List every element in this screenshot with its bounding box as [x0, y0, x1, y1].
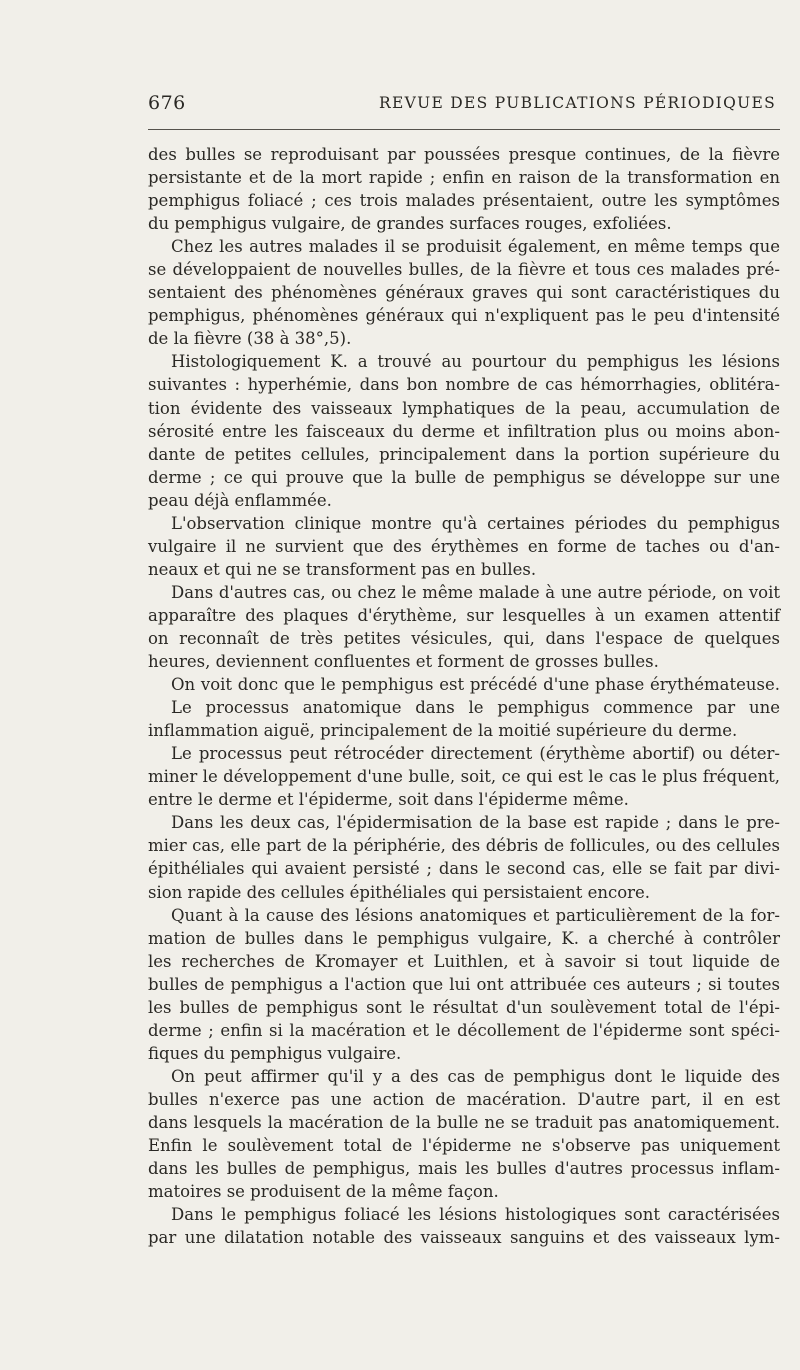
body-text: [148, 143, 780, 1249]
text-line: Le processus anatomique dans le pemphigus commence par une: [171, 698, 780, 718]
text-line: sérosité entre les faisceaux du derme et infiltration plus ou moins abon-: [148, 421, 780, 441]
text-line: persistante et de la mort rapide ; enfin en raison de la transformation en: [148, 168, 780, 188]
text-line: fiques du pemphigus vulgaire.: [148, 1043, 402, 1063]
text-line: On peut affirmer qu'il y a des cas de pemphigus dont le liquide des: [171, 1066, 780, 1086]
text-line: se développaient de nouvelles bulles, de la fièvre et tous ces malades pré-: [148, 260, 780, 280]
text-line: Enfin le soulèvement total de l'épiderme ne s'observe pas uniquement: [148, 1136, 780, 1156]
text-line: On voit donc que le pemphigus est précédé d'une phase érythémateuse.: [171, 675, 780, 695]
text-line: heures, deviennent confluentes et forment de grosses bulles.: [148, 652, 659, 672]
text-line: miner le développement d'une bulle, soit, ce qui est le cas le plus fréquent,: [148, 767, 780, 787]
text-line: entre le derme et l'épiderme, soit dans l'épiderme même.: [148, 790, 629, 810]
text-line: dante de petites cellules, principalement dans la portion supérieure du: [148, 444, 780, 464]
page-header: [148, 92, 780, 118]
text-line: on reconnaît de très petites vésicules, qui, dans l'espace de quelques: [148, 628, 780, 648]
text-line: derme ; ce qui prouve que la bulle de pemphigus se développe sur une: [148, 467, 780, 487]
text-line: Le processus peut rétrocéder directement (érythème abortif) ou déter-: [171, 744, 780, 764]
text-line: par une dilatation notable des vaisseaux sanguins et des vaisseaux lym-: [148, 1228, 780, 1248]
text-line: Dans les deux cas, l'épidermisation de la base est rapide ; dans le pre-: [171, 813, 780, 833]
text-line: neaux et qui ne se transforment pas en bulles.: [148, 559, 537, 579]
text-line: peau déjà enflammée.: [148, 490, 332, 510]
text-line: derme ; enfin si la macération et le décollement de l'épiderme sont spéci-: [148, 1020, 780, 1040]
text-line: Dans d'autres cas, ou chez le même malade à une autre période, on voit: [171, 582, 780, 602]
text-line: inflammation aiguë, principalement de la moitié supérieure du derme.: [148, 721, 738, 741]
running-head: REVUE DES PUBLICATIONS PÉRIODIQUES: [379, 94, 776, 112]
text-line: tion évidente des vaisseaux lymphatiques de la peau, accumulation de: [148, 398, 780, 418]
page-number: 676: [148, 92, 186, 114]
text-line: pemphigus foliacé ; ces trois malades présentaient, outre les symptômes: [148, 191, 780, 211]
text-line: Chez les autres malades il se produisit également, en même temps que: [171, 237, 780, 257]
text-line: de la fièvre (38 à 38°,5).: [148, 329, 352, 349]
text-line: dans lesquels la macération de la bulle ne se traduit pas anatomiquement.: [148, 1112, 780, 1132]
text-line: bulles de pemphigus a l'action que lui ont attribuée ces auteurs ; si toutes: [148, 974, 780, 994]
text-line: pemphigus, phénomènes généraux qui n'expliquent pas le peu d'intensité: [148, 306, 780, 326]
text-line: mier cas, elle part de la périphérie, des débris de follicules, ou des cellules: [148, 836, 780, 856]
text-line: vulgaire il ne survient que des érythèmes en forme de taches ou d'an-: [148, 536, 780, 556]
text-line: suivantes : hyperhémie, dans bon nombre de cas hémorrhagies, oblitéra-: [148, 375, 780, 395]
text-line: apparaître des plaques d'érythème, sur lesquelles à un examen attentif: [148, 605, 780, 625]
text-line: Dans le pemphigus foliacé les lésions histologiques sont caractérisées: [171, 1205, 780, 1225]
text-line: bulles n'exerce pas une action de macération. D'autre part, il en est: [148, 1089, 780, 1109]
text-line: mation de bulles dans le pemphigus vulgaire, K. a cherché à contrôler: [148, 928, 780, 948]
header-rule: [148, 129, 780, 130]
text-line: sion rapide des cellules épithéliales qui persistaient encore.: [148, 882, 651, 902]
text-line: épithéliales qui avaient persisté ; dans le second cas, elle se fait par divi-: [148, 859, 780, 879]
text-line: dans les bulles de pemphigus, mais les bulles d'autres processus inflam-: [148, 1159, 780, 1179]
text-line: Quant à la cause des lésions anatomiques et particulièrement de la for-: [171, 905, 780, 925]
text-line: les recherches de Kromayer et Luithlen, et à savoir si tout liquide de: [148, 951, 780, 971]
text-line: les bulles de pemphigus sont le résultat d'un soulèvement total de l'épi-: [148, 997, 780, 1017]
text-line: du pemphigus vulgaire, de grandes surfaces rouges, exfoliées.: [148, 214, 672, 234]
text-line: Histologiquement K. a trouvé au pourtour du pemphigus les lésions: [171, 352, 780, 372]
text-line: matoires se produisent de la même façon.: [148, 1182, 499, 1202]
text-line: L'observation clinique montre qu'à certaines périodes du pemphigus: [171, 513, 780, 533]
text-line: sentaient des phénomènes généraux graves qui sont caractéristiques du: [148, 283, 780, 303]
text-line: des bulles se reproduisant par poussées presque continues, de la fièvre: [148, 145, 780, 164]
